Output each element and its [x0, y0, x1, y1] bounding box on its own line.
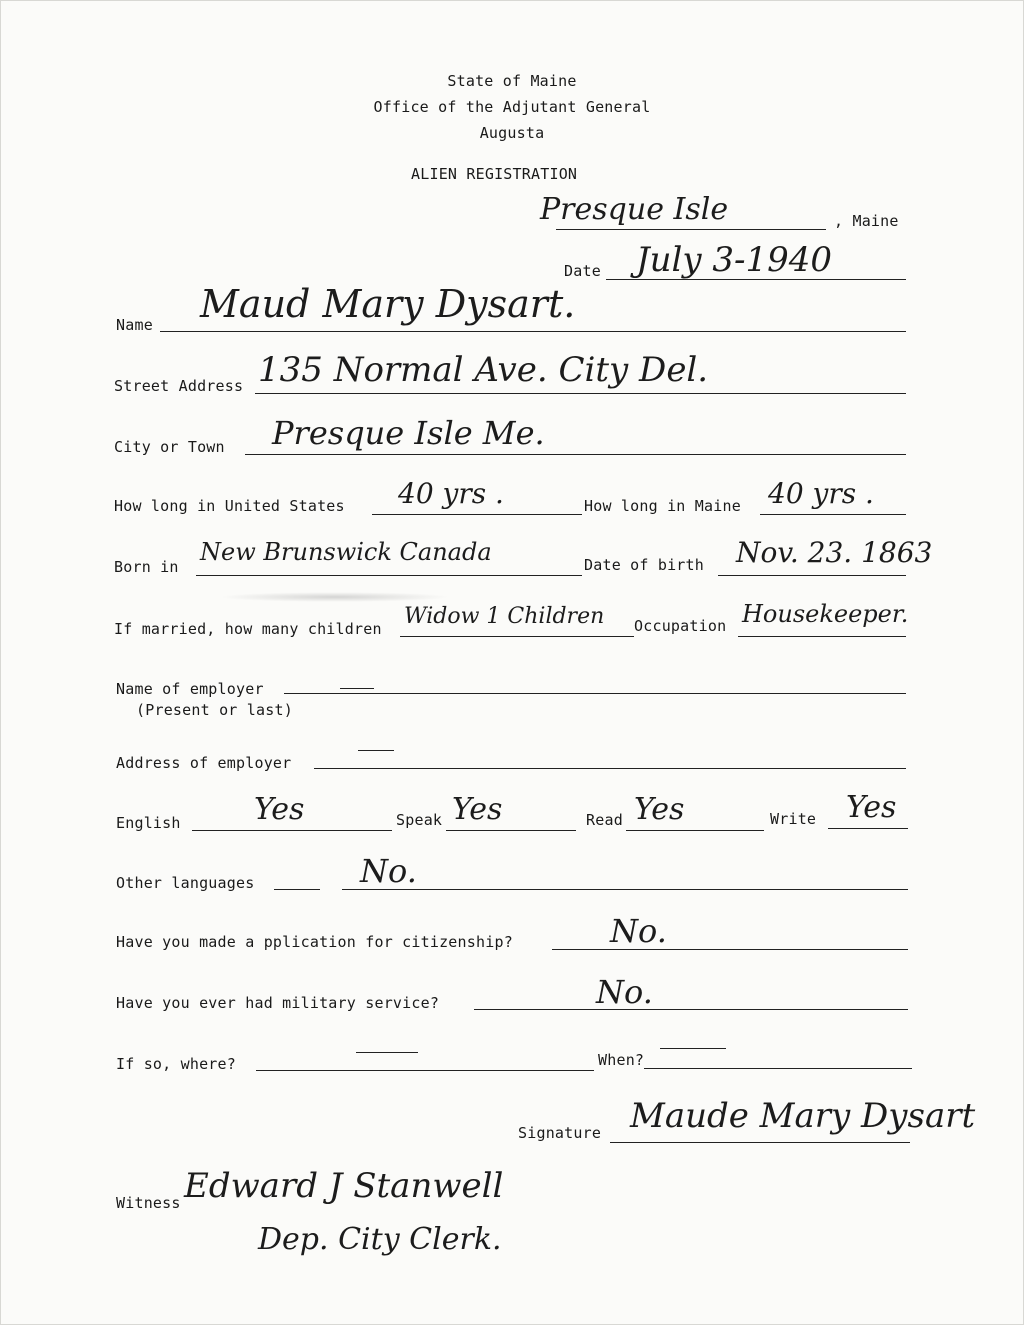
how-long-us-line: [372, 514, 582, 515]
town-value: Presque Isle: [540, 192, 729, 227]
employer-dash: [340, 688, 374, 689]
name-line: [160, 331, 906, 332]
speak-value: Yes: [452, 792, 503, 827]
header-state: State of Maine: [447, 72, 577, 90]
name-value: Maud Mary Dysart.: [200, 282, 576, 326]
dob-value: Nov. 23. 1863: [736, 536, 933, 569]
street-label: Street Address: [114, 377, 244, 395]
when-label: When?: [598, 1051, 645, 1069]
military-label: Have you ever had military service?: [116, 994, 440, 1012]
where-label: If so, where?: [116, 1055, 236, 1073]
how-long-maine-label: How long in Maine: [584, 497, 741, 515]
born-in-value: New Brunswick Canada: [200, 538, 492, 566]
witness-title: Dep. City Clerk.: [258, 1222, 502, 1257]
occupation-value: Housekeeper.: [742, 600, 909, 628]
dob-label: Date of birth: [584, 556, 704, 574]
how-long-us-value: 40 yrs .: [398, 477, 504, 510]
employer-address-line: [314, 768, 906, 769]
employer-label: Name of employer: [116, 680, 264, 698]
maine-label: , Maine: [834, 212, 899, 230]
read-line: [626, 830, 764, 831]
date-line: [606, 279, 906, 280]
citizenship-label: Have you made a pplication for citizenship?: [116, 933, 513, 951]
city-line: [245, 454, 906, 455]
military-value: No.: [596, 973, 653, 1011]
other-languages-label: Other languages: [116, 874, 255, 892]
date-value: July 3-1940: [636, 240, 833, 280]
citizenship-line: [552, 949, 908, 950]
occupation-label: Occupation: [634, 617, 727, 635]
where-line: [256, 1070, 594, 1071]
employer-address-dash: [358, 750, 394, 751]
read-value: Yes: [634, 792, 685, 827]
signature-label: Signature: [518, 1124, 602, 1142]
header-office: Office of the Adjutant General: [373, 98, 651, 116]
read-label: Read: [586, 811, 623, 829]
signature-value: Maude Mary Dysart: [630, 1096, 976, 1136]
military-line: [474, 1009, 908, 1010]
write-line: [828, 828, 908, 829]
how-long-maine-value: 40 yrs .: [768, 477, 874, 510]
town-line: [556, 229, 826, 230]
where-dash: [356, 1052, 418, 1053]
english-label: English: [116, 814, 181, 832]
header-city: Augusta: [479, 124, 545, 142]
form-title: ALIEN REGISTRATION: [411, 165, 578, 183]
other-languages-value: No.: [360, 852, 417, 890]
speak-line: [446, 830, 576, 831]
occupation-line: [738, 636, 906, 637]
write-label: Write: [770, 810, 817, 828]
when-dash: [660, 1048, 726, 1049]
ink-smudge: [220, 592, 450, 602]
signature-line: [610, 1142, 910, 1143]
born-in-line: [196, 575, 582, 576]
citizenship-value: No.: [610, 912, 667, 950]
employer-note: (Present or last): [136, 701, 293, 719]
when-line: [644, 1068, 912, 1069]
write-value: Yes: [846, 790, 897, 825]
dob-line: [718, 575, 906, 576]
other-languages-line-a: [274, 889, 320, 890]
name-label: Name: [116, 316, 153, 334]
other-languages-line-b: [342, 889, 908, 890]
speak-label: Speak: [396, 811, 443, 829]
english-line: [192, 830, 392, 831]
children-value: Widow 1 Children: [404, 604, 605, 629]
born-in-label: Born in: [114, 558, 179, 576]
street-line: [255, 393, 906, 394]
employer-address-label: Address of employer: [116, 754, 292, 772]
children-line: [400, 636, 634, 637]
witness-label: Witness: [116, 1194, 181, 1212]
employer-line: [284, 693, 906, 694]
children-label: If married, how many children: [114, 620, 382, 638]
date-label: Date: [564, 262, 601, 280]
witness-value: Edward J Stanwell: [184, 1166, 504, 1206]
how-long-us-label: How long in United States: [114, 497, 345, 515]
city-value: Presque Isle Me.: [272, 414, 545, 452]
english-value: Yes: [254, 792, 305, 827]
street-value: 135 Normal Ave. City Del.: [258, 350, 709, 390]
how-long-maine-line: [760, 514, 906, 515]
city-label: City or Town: [114, 438, 225, 456]
